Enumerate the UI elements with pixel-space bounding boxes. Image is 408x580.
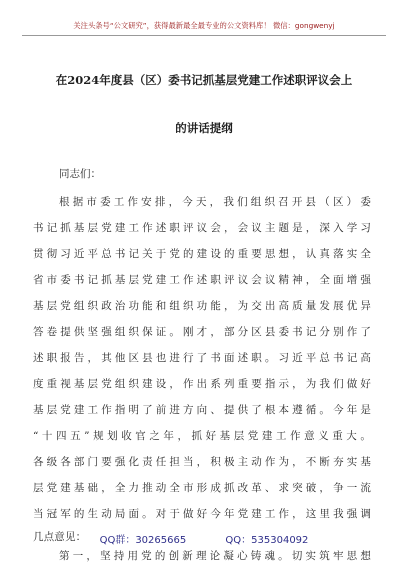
body-line: “十四五”规划收官之年，抓好基层党建工作意义重大。 [33, 430, 371, 442]
footer-qq-number: QQ：535304092 [225, 535, 309, 546]
footer-qq-group: QQ群：30265665 [99, 535, 187, 546]
body-line: 述职报告，其他区县也进行了书面述职。习近平总书记高 [33, 352, 371, 364]
body-line: 答卷提供坚强组织保证。刚才，部分区县委书记分别作了 [33, 326, 371, 338]
body-line: 基层党建工作指明了前进方向、提供了根本遵循。今年是 [33, 404, 371, 416]
body-line: 第一，坚持用党的创新理论凝心铸魂。切实筑牢思想 [59, 550, 371, 562]
document-title-line-2: 的讲话提纲 [175, 121, 233, 135]
body-line: 基层党组织政治功能和组织功能，为交出高质量发展优异 [33, 300, 371, 312]
body-line: 度重视基层党组织建设，作出系列重要指示，为我们做好 [33, 378, 371, 390]
greeting: 同志们： [59, 168, 101, 180]
body-line: 贯彻习近平总书记关于党的建设的重要思想，认真落实全 [33, 248, 371, 260]
footer-contact [0, 535, 408, 547]
body-line: 层党建基础，全力推动全市形成抓改革、求突破，争一流 [33, 482, 371, 494]
header-notice: 关注头条号“公文研究”，获得最新最全最专业的公文资料库！ 微信：gongwenyj [22, 21, 386, 36]
body-line: 省市委书记抓基层党建工作述职评议会议精神，全面增强 [33, 274, 371, 286]
body-line: 根据市委工作安排，今天，我们组织召开县（区）委 [59, 196, 371, 208]
document-title-line-1: 在2024年度县（区）委书记抓基层党建工作述职评议会上 [55, 73, 353, 87]
body-line: 书记抓基层党建工作述职评议会，会议主题是，深入学习 [33, 222, 371, 234]
body-line: 几点意见： [33, 531, 87, 543]
body-line: 当冠军的生动局面。对于做好今年党建工作，这里我强调 [33, 508, 371, 520]
body-line: 各级各部门要强化责任担当，积极主动作为，不断夯实基 [33, 456, 371, 468]
